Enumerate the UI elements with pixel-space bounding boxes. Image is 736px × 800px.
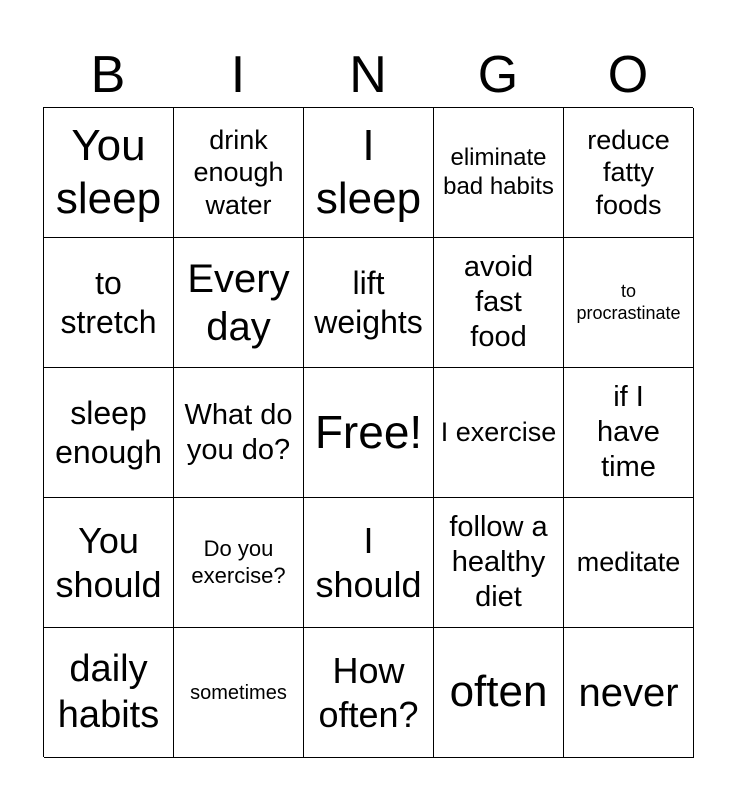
- bingo-cell-r5c2[interactable]: [174, 628, 304, 758]
- bingo-header: [43, 44, 693, 106]
- cell-text: sometimes: [190, 681, 287, 704]
- bingo-cell-r5c4[interactable]: [434, 628, 564, 758]
- cell-text: I should: [315, 520, 422, 605]
- cell-text: What do you do?: [184, 398, 293, 466]
- bingo-cell-r3c4[interactable]: [434, 368, 564, 498]
- bingo-cell-r3c5[interactable]: [564, 368, 694, 498]
- cell-text: to procrastinate: [576, 280, 681, 323]
- cell-text: if I have time: [597, 381, 660, 483]
- bingo-cell-r2c5[interactable]: [564, 238, 694, 368]
- bingo-cell-r5c5[interactable]: [564, 628, 694, 758]
- cell-text: lift weights: [314, 265, 423, 340]
- bingo-cell-r3c3[interactable]: [304, 368, 434, 498]
- cell-text: avoid fast food: [463, 251, 534, 353]
- cell-text: never: [578, 670, 679, 715]
- bingo-cell-r1c3[interactable]: [304, 108, 434, 238]
- cell-text: reduce fatty foods: [587, 124, 670, 220]
- cell-text: Free!: [314, 405, 423, 458]
- bingo-cell-r4c2[interactable]: [174, 498, 304, 628]
- cell-text: sleep enough: [55, 395, 162, 470]
- cell-text: Every day: [187, 256, 290, 349]
- cell-text: follow a healthy diet: [449, 511, 548, 613]
- bingo-cell-r1c4[interactable]: [434, 108, 564, 238]
- cell-text: meditate: [576, 547, 681, 578]
- cell-text: You sleep: [55, 120, 162, 223]
- cell-text: How often?: [318, 650, 419, 735]
- header-letter-n: N: [349, 46, 387, 104]
- header-letter-g: G: [477, 46, 519, 104]
- bingo-cell-r2c2[interactable]: [174, 238, 304, 368]
- bingo-cell-r4c3[interactable]: [304, 498, 434, 628]
- header-letter-i: I: [230, 46, 246, 104]
- header-letter-o: O: [607, 46, 649, 104]
- cell-text: often: [449, 667, 548, 717]
- bingo-cell-r2c3[interactable]: [304, 238, 434, 368]
- bingo-cell-r1c2[interactable]: [174, 108, 304, 238]
- cell-text: drink enough water: [193, 124, 284, 220]
- bingo-cell-r3c1[interactable]: [44, 368, 174, 498]
- bingo-cell-r4c1[interactable]: [44, 498, 174, 628]
- bingo-cell-r2c1[interactable]: [44, 238, 174, 368]
- cell-text: daily habits: [57, 647, 160, 736]
- bingo-cell-r4c4[interactable]: [434, 498, 564, 628]
- cell-text: You should: [55, 520, 162, 605]
- cell-text: I sleep: [315, 120, 422, 223]
- header-letter-b: B: [90, 46, 126, 104]
- bingo-cell-r5c3[interactable]: [304, 628, 434, 758]
- cell-text: to stretch: [60, 265, 157, 340]
- bingo-cell-r3c2[interactable]: [174, 368, 304, 498]
- cell-text: I exercise: [440, 417, 557, 448]
- cell-text: eliminate bad habits: [443, 143, 554, 200]
- bingo-cell-r1c1[interactable]: [44, 108, 174, 238]
- bingo-board: [43, 107, 693, 757]
- cell-text: Do you exercise?: [191, 536, 286, 588]
- bingo-cell-r1c5[interactable]: [564, 108, 694, 238]
- bingo-cell-r5c1[interactable]: [44, 628, 174, 758]
- bingo-cell-r2c4[interactable]: [434, 238, 564, 368]
- bingo-cell-r4c5[interactable]: [564, 498, 694, 628]
